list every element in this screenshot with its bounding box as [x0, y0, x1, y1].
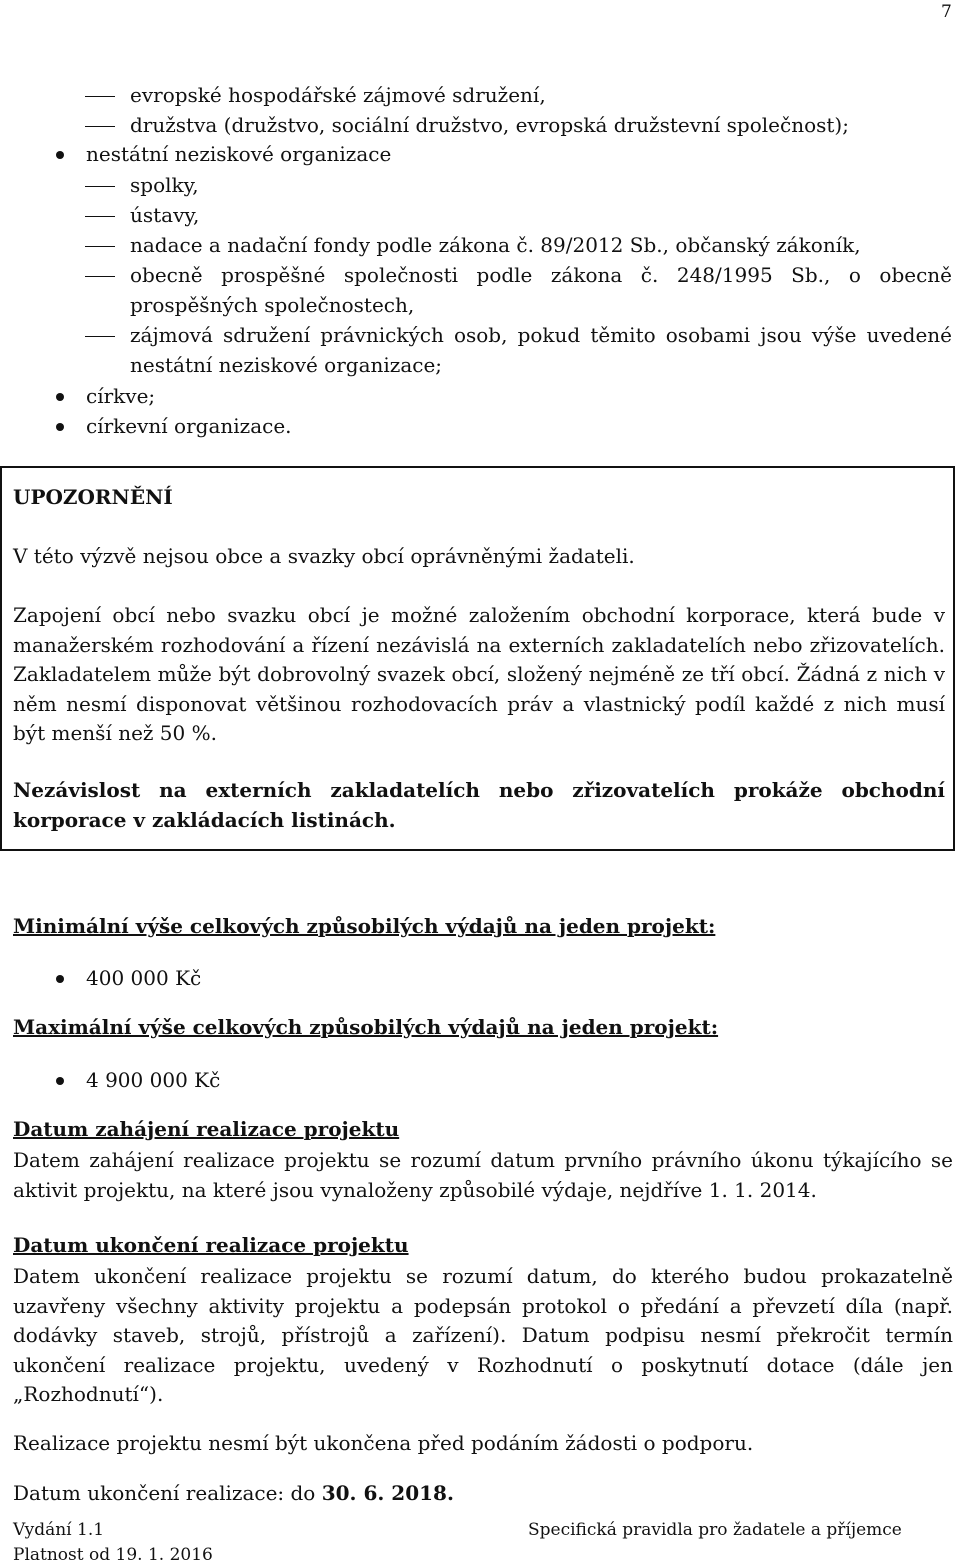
- list-item: obecně prospěšné společnosti podle zákona č. 248/1995 Sb., o obecně prospěšných společnostech,: [130, 263, 952, 317]
- bullet-icon: [56, 975, 64, 983]
- dash-bullet-icon: [85, 336, 115, 337]
- list-item: církve;: [86, 384, 156, 408]
- bullet-icon: [56, 423, 64, 431]
- list-item: evropské hospodářské zájmové sdružení,: [130, 83, 546, 107]
- list-item: nestátní neziskové organizace: [86, 142, 392, 166]
- dash-bullet-icon: [85, 186, 115, 187]
- list-item: spolky,: [130, 173, 199, 197]
- dash-bullet-icon: [85, 126, 115, 127]
- start-date-text: Datem zahájení realizace projektu se rozumí datum prvního právního úkonu týkajícího se aktivit projektu, na které jsou vynaloženy způsobilé výdaje, nejdříve 1. 1. 2014.: [13, 1148, 953, 1202]
- end-date-text: Datem ukončení realizace projektu se rozumí datum, do kterého budou prokazatelně uzavřeny všechny aktivity projektu a podepsán protokol o předání a převzetí díla (např. dodávky staveb, strojů, přístrojů a zařízení). Datum podpisu nesmí překročit termín ukončení realizace projektu, uvedený v Rozhodnutí o poskytnutí dotace (dále jen „Rozhodnutí“).: [13, 1264, 953, 1406]
- list-item: družstva (družstvo, sociální družstvo, evropská družstevní společnost);: [130, 113, 849, 137]
- bullet-icon: [56, 151, 64, 159]
- min-expenses-value: 400 000 Kč: [86, 966, 202, 990]
- bullet-icon: [56, 1077, 64, 1085]
- notice-paragraph: Zapojení obcí nebo svazku obcí je možné založením obchodní korporace, která bude v manažerském rozhodování a řízení nezávislá na externích zakladatelích nebo zřizovatelích. Zakladatelem může být dobrovolný svazek obcí, složený nejméně ze tří obcí. Žádná z nich v něm nesmí disponovat většinou rozhodovacích práv a vlastnický podíl každé z nich musí být menší než 50 %.: [13, 603, 945, 745]
- end-date-deadline: [13, 1480, 454, 1506]
- page-number: 7: [941, 2, 952, 22]
- notice-paragraph-bold: Nezávislost na externích zakladatelích nebo zřizovatelích prokáže obchodní korporace v zakládacích listinách.: [13, 778, 945, 832]
- dash-bullet-icon: [85, 216, 115, 217]
- start-date-heading: Datum zahájení realizace projektu: [13, 1117, 400, 1141]
- end-date-heading: Datum ukončení realizace projektu: [13, 1233, 409, 1257]
- footer-document-title: Specifická pravidla pro žadatele a příjemce: [528, 1520, 902, 1540]
- list-item: církevní organizace.: [86, 414, 292, 438]
- end-date-note: Realizace projektu nesmí být ukončena před podáním žádosti o podporu.: [13, 1431, 754, 1455]
- list-item: zájmová sdružení právnických osob, pokud těmito osobami jsou výše uvedené nestátní neziskové organizace;: [130, 323, 952, 377]
- dash-bullet-icon: [85, 276, 115, 277]
- notice-line: V této výzvě nejsou obce a svazky obcí oprávněnými žadateli.: [13, 544, 635, 568]
- max-expenses-value: 4 900 000 Kč: [86, 1068, 221, 1092]
- dash-bullet-icon: [85, 96, 115, 97]
- min-expenses-heading: Minimální výše celkových způsobilých výdajů na jeden projekt:: [13, 914, 716, 938]
- notice-title: UPOZORNĚNÍ: [13, 485, 173, 509]
- dash-bullet-icon: [85, 246, 115, 247]
- list-item: ústavy,: [130, 203, 200, 227]
- bullet-icon: [56, 393, 64, 401]
- deadline-label: Datum ukončení realizace: do: [13, 1481, 316, 1505]
- list-item: nadace a nadační fondy podle zákona č. 89/2012 Sb., občanský zákoník,: [130, 233, 861, 257]
- deadline-value: 30. 6. 2018.: [321, 1481, 454, 1505]
- footer-validity: Platnost od 19. 1. 2016: [13, 1545, 213, 1565]
- max-expenses-heading: Maximální výše celkových způsobilých výdajů na jeden projekt:: [13, 1015, 719, 1039]
- footer-edition: Vydání 1.1: [13, 1520, 105, 1540]
